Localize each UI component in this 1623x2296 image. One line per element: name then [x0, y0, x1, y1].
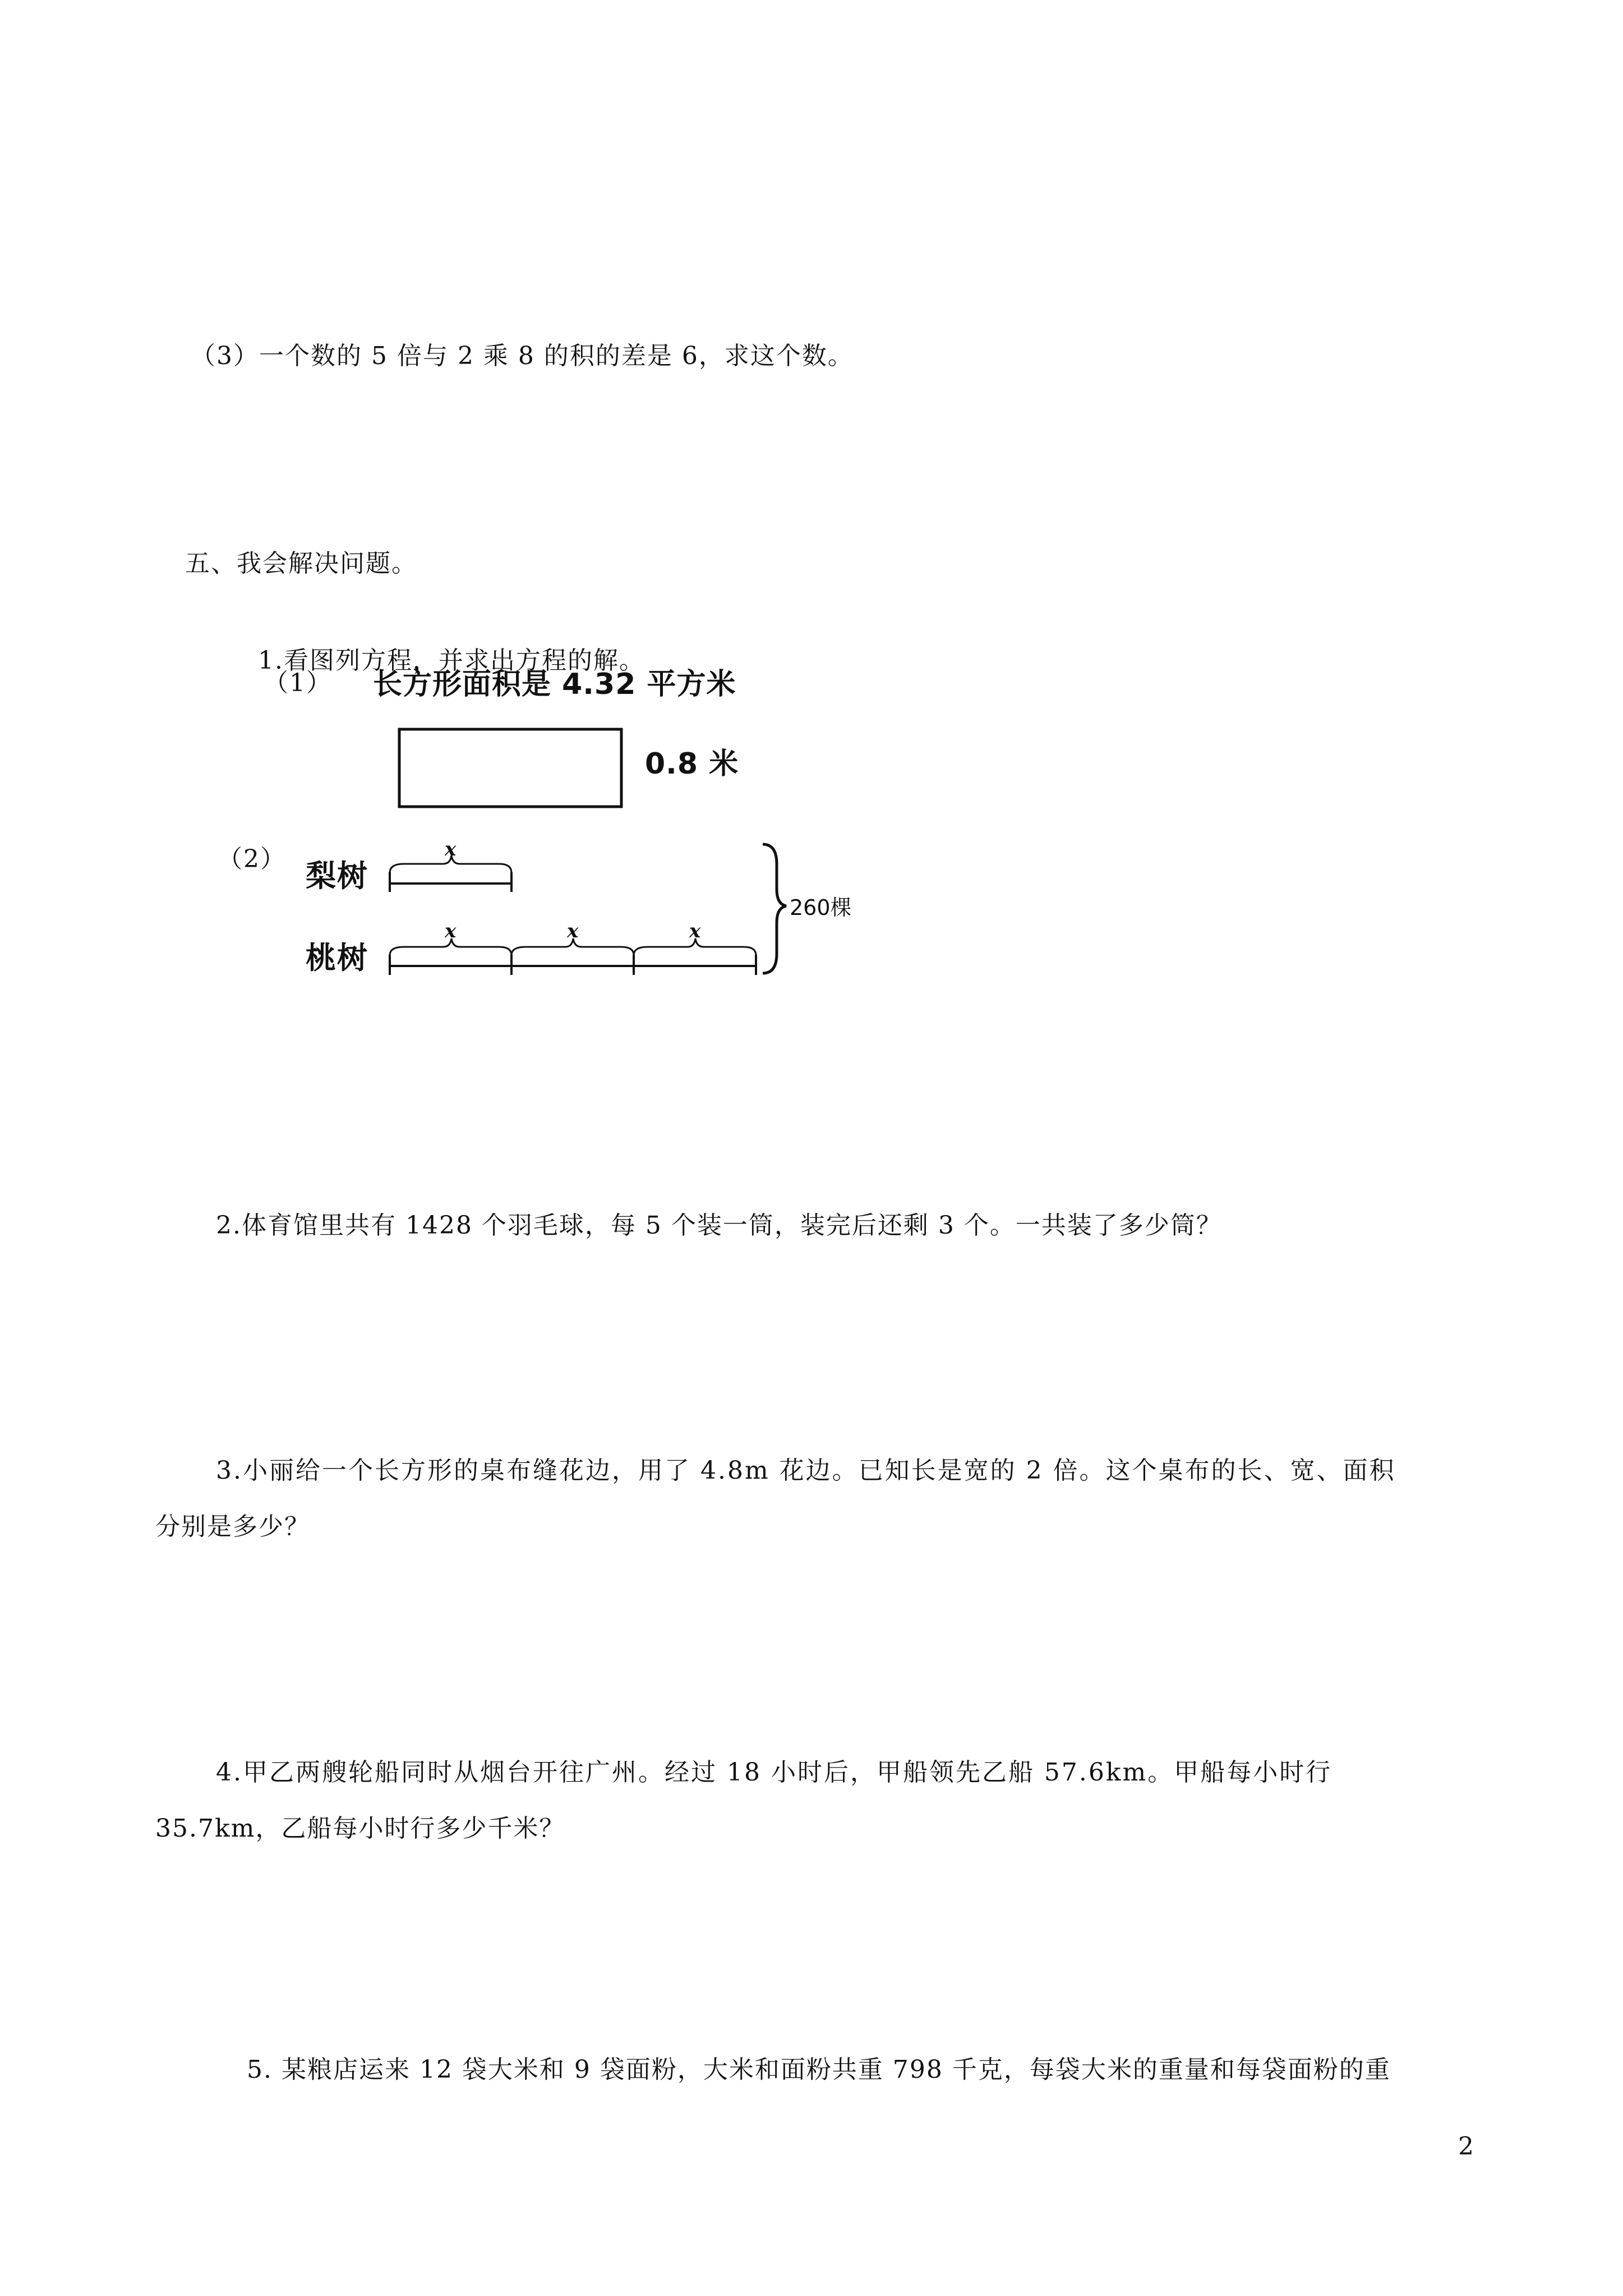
problem-4-line-1: 4.甲乙两艘轮船同时从烟台开往广州。经过 18 小时后，甲船领先乙船 57.6km。甲船每小时行	[216, 1758, 1332, 1787]
problem-1-sub1-label: （1）	[264, 669, 332, 697]
rectangle-area-title: 长方形面积是 4.32 平方米	[373, 668, 736, 701]
peach-tree-label: 桃树	[306, 940, 368, 976]
problem-5-line-1: 5. 某粮店运来 12 袋大米和 9 袋面粉，大米和面粉共重 798 千克，每袋大米的重量和每袋面粉的重	[247, 2055, 1391, 2084]
x-mark-peach-2: x	[567, 920, 580, 942]
problem-3-line-2: 分别是多少？	[155, 1512, 310, 1541]
x-mark-pear: x	[445, 838, 458, 861]
question-4-3: （3）一个数的 5 倍与 2 乘 8 的积的差是 6，求这个数。	[191, 342, 854, 370]
page-number: 2	[1458, 2132, 1475, 2161]
problem-1-text: 1.看图列方程，并求出方程的解。	[258, 646, 645, 675]
rectangle-side-label: 0.8 米	[645, 747, 739, 781]
x-mark-peach-1: x	[445, 920, 458, 942]
problem-2-text: 2.体育馆里共有 1428 个羽毛球，每 5 个装一筒，装完后还剩 3 个。一共装了多少筒？	[216, 1211, 1222, 1240]
x-mark-peach-3: x	[689, 920, 702, 942]
pear-tree-label: 梨树	[306, 858, 368, 894]
total-brace	[763, 844, 786, 973]
problem-1-sub2-label: （2）	[218, 845, 286, 873]
rectangle-figure	[399, 729, 621, 807]
tree-total-label: 260棵	[790, 895, 852, 920]
problem-4-line-2: 35.7km，乙船每小时行多少千米？	[155, 1814, 565, 1843]
problem-3-line-1: 3.小丽给一个长方形的桌布缝花边，用了 4.8m 花边。已知长是宽的 2 倍。这个桌布的长、宽、面积	[216, 1456, 1396, 1485]
section-5-heading: 五、我会解决问题。	[185, 549, 417, 578]
